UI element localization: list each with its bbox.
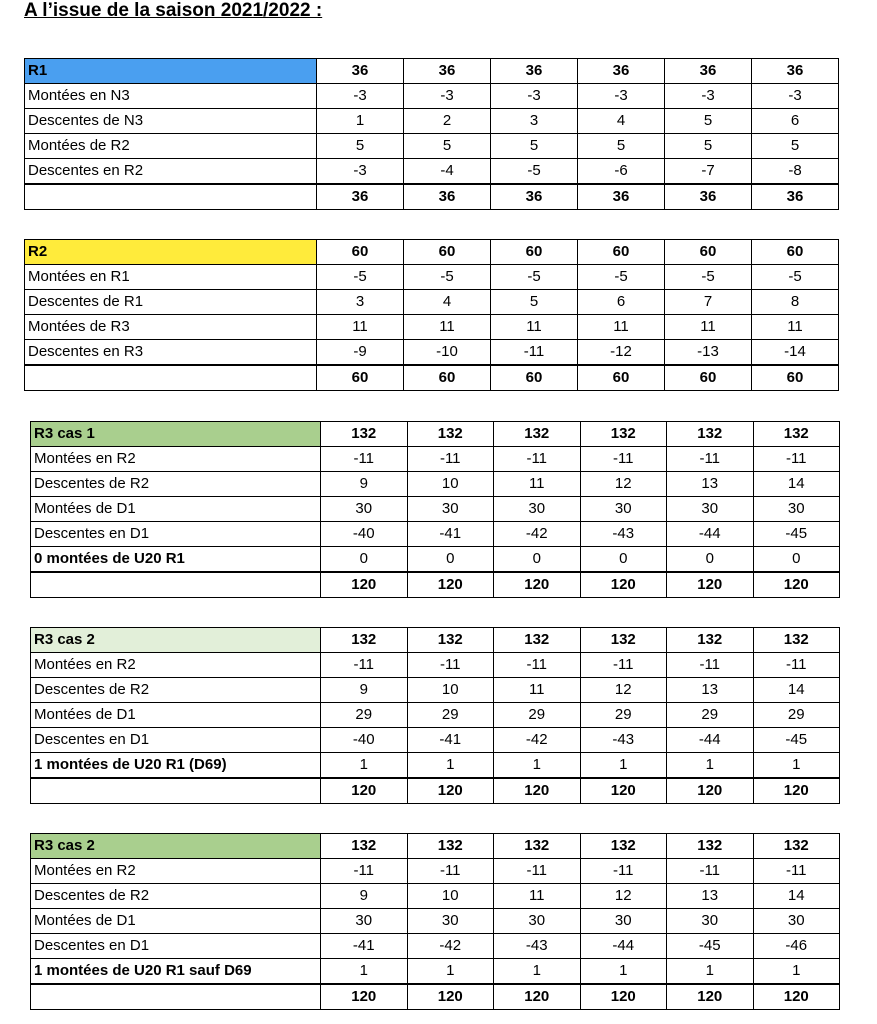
value-cell: -46 bbox=[753, 934, 840, 959]
row-label: R3 cas 1 bbox=[31, 422, 321, 447]
table-total-row bbox=[31, 984, 840, 1010]
value-cell: 11 bbox=[317, 315, 404, 340]
value-cell: -5 bbox=[491, 159, 578, 185]
value-cell: 1 bbox=[407, 753, 494, 779]
value-cell: 132 bbox=[753, 834, 840, 859]
value-cell: 30 bbox=[580, 909, 667, 934]
value-cell: 10 bbox=[407, 884, 494, 909]
standings-table bbox=[30, 421, 840, 598]
value-cell: 29 bbox=[407, 703, 494, 728]
value-cell: 30 bbox=[407, 497, 494, 522]
value-cell: -11 bbox=[321, 447, 408, 472]
value-cell: 120 bbox=[580, 778, 667, 804]
value-cell: 1 bbox=[580, 753, 667, 779]
row-label: Descentes en D1 bbox=[31, 934, 321, 959]
row-label: Descentes de R2 bbox=[31, 678, 321, 703]
value-cell: -45 bbox=[753, 522, 840, 547]
value-cell: -5 bbox=[752, 265, 839, 290]
value-cell: 1 bbox=[321, 753, 408, 779]
value-cell: 6 bbox=[752, 109, 839, 134]
value-cell: 30 bbox=[407, 909, 494, 934]
value-cell: 60 bbox=[317, 365, 404, 391]
value-cell: -42 bbox=[407, 934, 494, 959]
value-cell: 1 bbox=[667, 753, 754, 779]
value-cell: 120 bbox=[667, 572, 754, 598]
table-row bbox=[31, 472, 840, 497]
value-cell: 60 bbox=[665, 365, 752, 391]
value-cell: -5 bbox=[578, 265, 665, 290]
table-row bbox=[31, 703, 840, 728]
page-title: A l’issue de la saison 2021/2022 : bbox=[24, 0, 323, 21]
row-label: R1 bbox=[25, 59, 317, 84]
value-cell: 5 bbox=[491, 290, 578, 315]
value-cell: 9 bbox=[321, 472, 408, 497]
value-cell: -5 bbox=[665, 265, 752, 290]
value-cell: 11 bbox=[491, 315, 578, 340]
value-cell: 132 bbox=[667, 422, 754, 447]
standings-table bbox=[24, 58, 839, 210]
table-row bbox=[31, 447, 840, 472]
value-cell: 30 bbox=[321, 909, 408, 934]
table-total-row bbox=[31, 572, 840, 598]
value-cell: -3 bbox=[752, 84, 839, 109]
value-cell: 30 bbox=[753, 497, 840, 522]
value-cell: 1 bbox=[494, 753, 581, 779]
value-cell: -5 bbox=[317, 265, 404, 290]
row-label: R3 cas 2 bbox=[31, 834, 321, 859]
row-label: Descentes en R2 bbox=[25, 159, 317, 185]
row-label: Montées en N3 bbox=[25, 84, 317, 109]
value-cell: 60 bbox=[404, 240, 491, 265]
value-cell: -43 bbox=[580, 728, 667, 753]
value-cell: -14 bbox=[752, 340, 839, 366]
value-cell: 60 bbox=[491, 365, 578, 391]
value-cell: -3 bbox=[317, 159, 404, 185]
value-cell: 0 bbox=[494, 547, 581, 573]
value-cell: 13 bbox=[667, 472, 754, 497]
table-row bbox=[31, 884, 840, 909]
value-cell: 2 bbox=[404, 109, 491, 134]
value-cell: 132 bbox=[494, 422, 581, 447]
value-cell: 1 bbox=[321, 959, 408, 985]
row-label: Descentes de N3 bbox=[25, 109, 317, 134]
value-cell: -44 bbox=[667, 728, 754, 753]
table-row bbox=[31, 753, 840, 779]
value-cell: 132 bbox=[321, 628, 408, 653]
row-label: 1 montées de U20 R1 (D69) bbox=[31, 753, 321, 779]
value-cell: -43 bbox=[494, 934, 581, 959]
value-cell: 4 bbox=[404, 290, 491, 315]
table-row bbox=[25, 340, 839, 366]
row-label: Descentes de R2 bbox=[31, 472, 321, 497]
value-cell: 36 bbox=[752, 184, 839, 210]
value-cell: -12 bbox=[578, 340, 665, 366]
row-label: Montées de R2 bbox=[25, 134, 317, 159]
value-cell: 30 bbox=[321, 497, 408, 522]
value-cell: 60 bbox=[491, 240, 578, 265]
value-cell: 1 bbox=[753, 753, 840, 779]
row-label bbox=[25, 184, 317, 210]
value-cell: 60 bbox=[752, 240, 839, 265]
value-cell: -11 bbox=[491, 340, 578, 366]
value-cell: 12 bbox=[580, 884, 667, 909]
table-row bbox=[31, 959, 840, 985]
row-label: Montées en R1 bbox=[25, 265, 317, 290]
row-label: R2 bbox=[25, 240, 317, 265]
value-cell: -3 bbox=[665, 84, 752, 109]
value-cell: -10 bbox=[404, 340, 491, 366]
value-cell: 12 bbox=[580, 472, 667, 497]
value-cell: 13 bbox=[667, 884, 754, 909]
value-cell: 8 bbox=[752, 290, 839, 315]
value-cell: 5 bbox=[578, 134, 665, 159]
row-label: R3 cas 2 bbox=[31, 628, 321, 653]
value-cell: 36 bbox=[665, 184, 752, 210]
value-cell: 13 bbox=[667, 678, 754, 703]
table-total-row bbox=[25, 365, 839, 391]
table-row bbox=[31, 934, 840, 959]
value-cell: 1 bbox=[753, 959, 840, 985]
value-cell: -42 bbox=[494, 728, 581, 753]
value-cell: 132 bbox=[407, 834, 494, 859]
value-cell: 120 bbox=[321, 984, 408, 1010]
value-cell: 10 bbox=[407, 678, 494, 703]
table-total-row bbox=[31, 778, 840, 804]
value-cell: 60 bbox=[578, 365, 665, 391]
table-row bbox=[25, 290, 839, 315]
value-cell: 1 bbox=[407, 959, 494, 985]
table-row bbox=[31, 728, 840, 753]
value-cell: -44 bbox=[580, 934, 667, 959]
value-cell: 11 bbox=[494, 884, 581, 909]
table-row bbox=[25, 84, 839, 109]
value-cell: -11 bbox=[407, 447, 494, 472]
value-cell: 60 bbox=[665, 240, 752, 265]
value-cell: 132 bbox=[321, 834, 408, 859]
value-cell: 132 bbox=[580, 422, 667, 447]
value-cell: 11 bbox=[752, 315, 839, 340]
value-cell: -4 bbox=[404, 159, 491, 185]
value-cell: -11 bbox=[321, 859, 408, 884]
value-cell: 11 bbox=[665, 315, 752, 340]
value-cell: -11 bbox=[580, 653, 667, 678]
value-cell: 120 bbox=[407, 572, 494, 598]
value-cell: 132 bbox=[494, 628, 581, 653]
value-cell: 11 bbox=[578, 315, 665, 340]
value-cell: 30 bbox=[753, 909, 840, 934]
value-cell: 14 bbox=[753, 678, 840, 703]
value-cell: 3 bbox=[491, 109, 578, 134]
value-cell: 14 bbox=[753, 472, 840, 497]
table-row bbox=[25, 265, 839, 290]
value-cell: 120 bbox=[321, 778, 408, 804]
value-cell: -44 bbox=[667, 522, 754, 547]
row-label: 0 montées de U20 R1 bbox=[31, 547, 321, 573]
value-cell: 1 bbox=[580, 959, 667, 985]
value-cell: 14 bbox=[753, 884, 840, 909]
value-cell: 120 bbox=[407, 984, 494, 1010]
value-cell: 30 bbox=[494, 497, 581, 522]
table-row bbox=[25, 134, 839, 159]
row-label: Descentes de R2 bbox=[31, 884, 321, 909]
row-label: Montées de D1 bbox=[31, 703, 321, 728]
value-cell: 29 bbox=[321, 703, 408, 728]
value-cell: 30 bbox=[667, 909, 754, 934]
table-header-row bbox=[31, 628, 840, 653]
value-cell: -11 bbox=[494, 447, 581, 472]
table-row bbox=[31, 859, 840, 884]
value-cell: -3 bbox=[404, 84, 491, 109]
row-label bbox=[25, 365, 317, 391]
table-row bbox=[31, 909, 840, 934]
value-cell: 11 bbox=[494, 678, 581, 703]
value-cell: 120 bbox=[580, 572, 667, 598]
value-cell: 120 bbox=[407, 778, 494, 804]
standings-table bbox=[30, 833, 840, 1010]
value-cell: 120 bbox=[494, 984, 581, 1010]
value-cell: 3 bbox=[317, 290, 404, 315]
value-cell: 132 bbox=[580, 628, 667, 653]
value-cell: -11 bbox=[753, 653, 840, 678]
value-cell: 9 bbox=[321, 884, 408, 909]
value-cell: -11 bbox=[494, 653, 581, 678]
row-label: Descentes en R3 bbox=[25, 340, 317, 366]
value-cell: 4 bbox=[578, 109, 665, 134]
value-cell: -11 bbox=[667, 447, 754, 472]
value-cell: -7 bbox=[665, 159, 752, 185]
value-cell: 10 bbox=[407, 472, 494, 497]
row-label: Descentes en D1 bbox=[31, 522, 321, 547]
row-label: Montées en R2 bbox=[31, 447, 321, 472]
value-cell: 30 bbox=[667, 497, 754, 522]
row-label: Montées de D1 bbox=[31, 497, 321, 522]
table-header-row bbox=[25, 59, 839, 84]
value-cell: 60 bbox=[578, 240, 665, 265]
value-cell: 0 bbox=[407, 547, 494, 573]
value-cell: 5 bbox=[752, 134, 839, 159]
value-cell: 132 bbox=[753, 422, 840, 447]
value-cell: -41 bbox=[321, 934, 408, 959]
value-cell: -11 bbox=[494, 859, 581, 884]
value-cell: 120 bbox=[580, 984, 667, 1010]
value-cell: 120 bbox=[753, 572, 840, 598]
value-cell: 6 bbox=[578, 290, 665, 315]
value-cell: 36 bbox=[491, 59, 578, 84]
value-cell: 29 bbox=[753, 703, 840, 728]
value-cell: 60 bbox=[404, 365, 491, 391]
value-cell: 12 bbox=[580, 678, 667, 703]
value-cell: -3 bbox=[578, 84, 665, 109]
row-label: Montées de D1 bbox=[31, 909, 321, 934]
value-cell: -8 bbox=[752, 159, 839, 185]
value-cell: 5 bbox=[404, 134, 491, 159]
value-cell: 9 bbox=[321, 678, 408, 703]
table-header-row bbox=[25, 240, 839, 265]
row-label: Montées en R2 bbox=[31, 653, 321, 678]
value-cell: 120 bbox=[321, 572, 408, 598]
value-cell: -42 bbox=[494, 522, 581, 547]
table-row bbox=[31, 522, 840, 547]
value-cell: 36 bbox=[317, 59, 404, 84]
value-cell: -13 bbox=[665, 340, 752, 366]
value-cell: 7 bbox=[665, 290, 752, 315]
value-cell: 132 bbox=[494, 834, 581, 859]
value-cell: 36 bbox=[578, 59, 665, 84]
value-cell: 36 bbox=[491, 184, 578, 210]
value-cell: -11 bbox=[753, 447, 840, 472]
value-cell: 120 bbox=[667, 778, 754, 804]
value-cell: -41 bbox=[407, 522, 494, 547]
table-row bbox=[25, 109, 839, 134]
value-cell: 29 bbox=[580, 703, 667, 728]
value-cell: 36 bbox=[752, 59, 839, 84]
value-cell: -41 bbox=[407, 728, 494, 753]
standings-table bbox=[30, 627, 840, 804]
value-cell: 36 bbox=[404, 184, 491, 210]
value-cell: -45 bbox=[753, 728, 840, 753]
value-cell: -40 bbox=[321, 522, 408, 547]
value-cell: 1 bbox=[317, 109, 404, 134]
row-label bbox=[31, 572, 321, 598]
value-cell: 30 bbox=[580, 497, 667, 522]
value-cell: 132 bbox=[667, 834, 754, 859]
value-cell: 60 bbox=[752, 365, 839, 391]
value-cell: 132 bbox=[407, 628, 494, 653]
value-cell: -11 bbox=[753, 859, 840, 884]
table-row bbox=[31, 497, 840, 522]
value-cell: 0 bbox=[321, 547, 408, 573]
value-cell: 36 bbox=[404, 59, 491, 84]
value-cell: -9 bbox=[317, 340, 404, 366]
value-cell: -11 bbox=[407, 859, 494, 884]
value-cell: -11 bbox=[667, 653, 754, 678]
table-row bbox=[31, 547, 840, 573]
value-cell: 5 bbox=[491, 134, 578, 159]
value-cell: 30 bbox=[494, 909, 581, 934]
value-cell: 5 bbox=[665, 134, 752, 159]
value-cell: 120 bbox=[753, 984, 840, 1010]
value-cell: -5 bbox=[404, 265, 491, 290]
value-cell: 120 bbox=[753, 778, 840, 804]
row-label: Descentes en D1 bbox=[31, 728, 321, 753]
value-cell: 60 bbox=[317, 240, 404, 265]
value-cell: 36 bbox=[578, 184, 665, 210]
row-label: Descentes de R1 bbox=[25, 290, 317, 315]
value-cell: -11 bbox=[407, 653, 494, 678]
table-total-row bbox=[25, 184, 839, 210]
value-cell: 11 bbox=[494, 472, 581, 497]
value-cell: -11 bbox=[321, 653, 408, 678]
value-cell: 120 bbox=[494, 778, 581, 804]
value-cell: 132 bbox=[753, 628, 840, 653]
value-cell: 1 bbox=[667, 959, 754, 985]
value-cell: 5 bbox=[317, 134, 404, 159]
row-label bbox=[31, 778, 321, 804]
value-cell: 120 bbox=[494, 572, 581, 598]
value-cell: -43 bbox=[580, 522, 667, 547]
table-row bbox=[31, 653, 840, 678]
table-row bbox=[31, 678, 840, 703]
row-label bbox=[31, 984, 321, 1010]
value-cell: 132 bbox=[667, 628, 754, 653]
value-cell: 5 bbox=[665, 109, 752, 134]
value-cell: 132 bbox=[580, 834, 667, 859]
value-cell: -5 bbox=[491, 265, 578, 290]
table-header-row bbox=[31, 834, 840, 859]
value-cell: 0 bbox=[667, 547, 754, 573]
value-cell: 1 bbox=[494, 959, 581, 985]
value-cell: -3 bbox=[491, 84, 578, 109]
value-cell: 29 bbox=[667, 703, 754, 728]
value-cell: -45 bbox=[667, 934, 754, 959]
table-row bbox=[25, 159, 839, 185]
row-label: Montées en R2 bbox=[31, 859, 321, 884]
value-cell: 120 bbox=[667, 984, 754, 1010]
value-cell: 132 bbox=[321, 422, 408, 447]
row-label: 1 montées de U20 R1 sauf D69 bbox=[31, 959, 321, 985]
value-cell: -11 bbox=[580, 859, 667, 884]
value-cell: -40 bbox=[321, 728, 408, 753]
table-row bbox=[25, 315, 839, 340]
table-header-row bbox=[31, 422, 840, 447]
value-cell: -3 bbox=[317, 84, 404, 109]
value-cell: -6 bbox=[578, 159, 665, 185]
value-cell: -11 bbox=[667, 859, 754, 884]
row-label: Montées de R3 bbox=[25, 315, 317, 340]
value-cell: 0 bbox=[580, 547, 667, 573]
value-cell: 29 bbox=[494, 703, 581, 728]
value-cell: 36 bbox=[665, 59, 752, 84]
value-cell: 11 bbox=[404, 315, 491, 340]
value-cell: -11 bbox=[580, 447, 667, 472]
standings-table bbox=[24, 239, 839, 391]
value-cell: 36 bbox=[317, 184, 404, 210]
value-cell: 132 bbox=[407, 422, 494, 447]
value-cell: 0 bbox=[753, 547, 840, 573]
